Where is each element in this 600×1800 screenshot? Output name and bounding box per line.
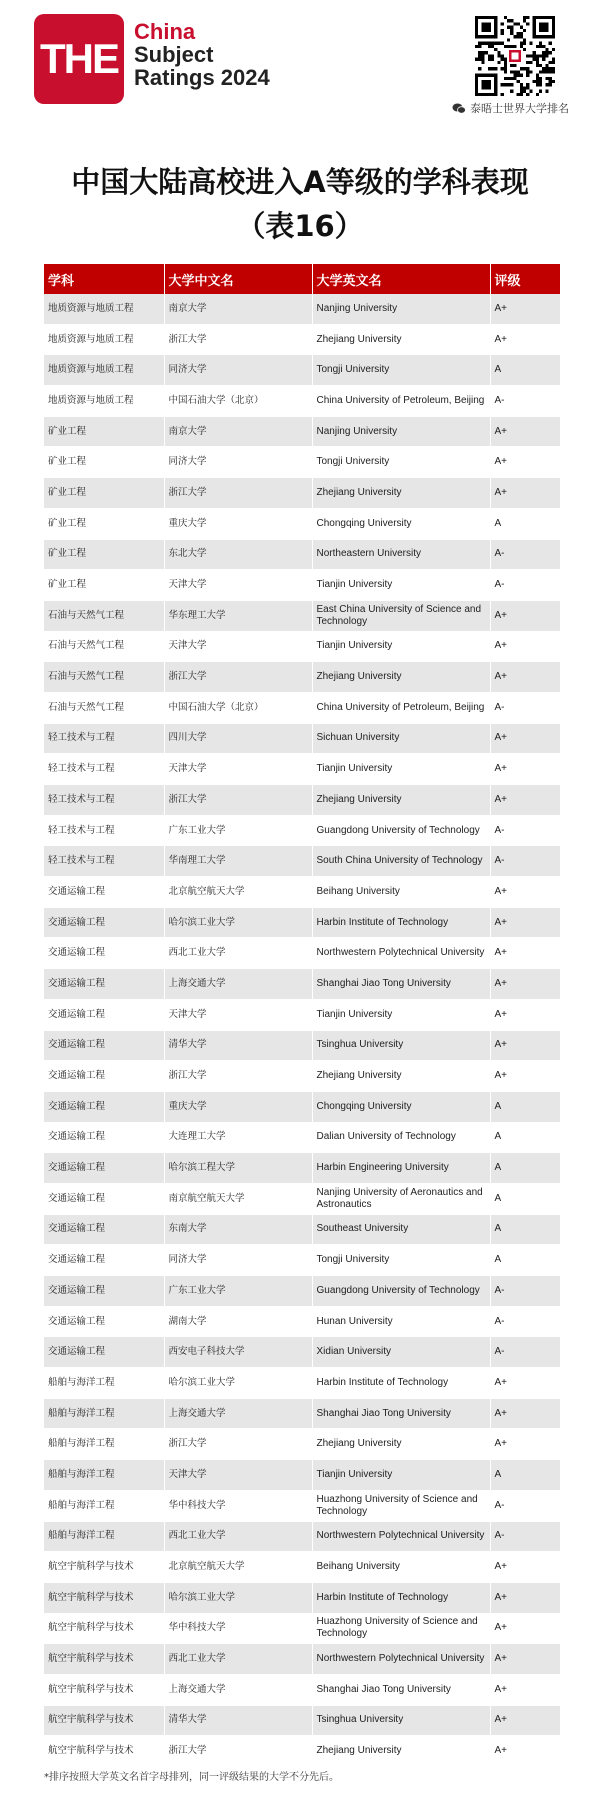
cell-rating: A+ bbox=[490, 877, 560, 908]
cell-university-en: Huazhong University of Science and Technology bbox=[312, 1490, 490, 1521]
table-row bbox=[44, 570, 560, 601]
cell-subject: 轻工技术与工程 bbox=[44, 754, 164, 785]
cell-university-cn: 华中科技大学 bbox=[164, 1490, 312, 1521]
table-row bbox=[44, 785, 560, 816]
cell-university-cn: 重庆大学 bbox=[164, 508, 312, 539]
cell-subject: 交通运输工程 bbox=[44, 877, 164, 908]
cell-rating: A- bbox=[490, 692, 560, 723]
table-row bbox=[44, 447, 560, 478]
cell-university-en: Tianjin University bbox=[312, 631, 490, 662]
cell-university-en: China University of Petroleum, Beijing bbox=[312, 692, 490, 723]
cell-university-cn: 四川大学 bbox=[164, 723, 312, 754]
cell-university-cn: 清华大学 bbox=[164, 1030, 312, 1061]
table-row bbox=[44, 1214, 560, 1245]
cell-university-en: Shanghai Jiao Tong University bbox=[312, 1398, 490, 1429]
cell-university-cn: 华南理工大学 bbox=[164, 846, 312, 877]
column-header-cn-name: 大学中文名 bbox=[164, 264, 312, 294]
cell-rating: A- bbox=[490, 1490, 560, 1521]
cell-university-cn: 同济大学 bbox=[164, 355, 312, 386]
cell-rating: A bbox=[490, 1460, 560, 1491]
cell-subject: 矿业工程 bbox=[44, 478, 164, 509]
cell-university-cn: 天津大学 bbox=[164, 570, 312, 601]
brand-line-1: China bbox=[134, 19, 196, 44]
column-header-subject: 学科 bbox=[44, 264, 164, 294]
cell-subject: 石油与天然气工程 bbox=[44, 631, 164, 662]
cell-university-en: Tianjin University bbox=[312, 1460, 490, 1491]
cell-rating: A+ bbox=[490, 1705, 560, 1736]
cell-university-en: Tsinghua University bbox=[312, 1030, 490, 1061]
cell-rating: A+ bbox=[490, 416, 560, 447]
cell-university-en: Tongji University bbox=[312, 1245, 490, 1276]
cell-university-cn: 浙江大学 bbox=[164, 324, 312, 355]
table-row bbox=[44, 1674, 560, 1705]
cell-rating: A+ bbox=[490, 1398, 560, 1429]
cell-university-en: Guangdong University of Technology bbox=[312, 1276, 490, 1307]
table-row bbox=[44, 1490, 560, 1521]
cell-university-cn: 浙江大学 bbox=[164, 1429, 312, 1460]
cell-rating: A+ bbox=[490, 1674, 560, 1705]
cell-university-en: Southeast University bbox=[312, 1214, 490, 1245]
cell-university-cn: 华东理工大学 bbox=[164, 600, 312, 631]
cell-rating: A+ bbox=[490, 754, 560, 785]
cell-rating: A+ bbox=[490, 1552, 560, 1583]
cell-subject: 石油与天然气工程 bbox=[44, 662, 164, 693]
cell-university-cn: 天津大学 bbox=[164, 1460, 312, 1491]
cell-university-cn: 西安电子科技大学 bbox=[164, 1337, 312, 1368]
table-body bbox=[44, 294, 560, 1767]
cell-university-cn: 上海交通大学 bbox=[164, 1674, 312, 1705]
cell-university-en: Sichuan University bbox=[312, 723, 490, 754]
cell-rating: A- bbox=[490, 539, 560, 570]
cell-subject: 地质资源与地质工程 bbox=[44, 294, 164, 324]
cell-rating: A+ bbox=[490, 1429, 560, 1460]
cell-university-en: Xidian University bbox=[312, 1337, 490, 1368]
cell-university-en: Zhejiang University bbox=[312, 785, 490, 816]
cell-subject: 石油与天然气工程 bbox=[44, 692, 164, 723]
cell-university-cn: 湖南大学 bbox=[164, 1306, 312, 1337]
table-row bbox=[44, 324, 560, 355]
cell-university-en: East China University of Science and Technology bbox=[312, 600, 490, 631]
cell-subject: 船舶与海洋工程 bbox=[44, 1460, 164, 1491]
title-line-2: （表16） bbox=[236, 209, 364, 243]
cell-university-cn: 重庆大学 bbox=[164, 1091, 312, 1122]
table-row bbox=[44, 1613, 560, 1644]
cell-university-en: Tianjin University bbox=[312, 999, 490, 1030]
cell-university-en: Zhejiang University bbox=[312, 1736, 490, 1767]
cell-university-en: Nanjing University bbox=[312, 416, 490, 447]
table-row bbox=[44, 355, 560, 386]
logo-text: THE bbox=[40, 35, 118, 82]
cell-rating: A bbox=[490, 1245, 560, 1276]
brand-line-3: Ratings 2024 bbox=[134, 65, 270, 90]
cell-rating: A- bbox=[490, 846, 560, 877]
ratings-table-wrapper bbox=[44, 264, 560, 1767]
table-row bbox=[44, 1460, 560, 1491]
cell-subject: 交通运输工程 bbox=[44, 1306, 164, 1337]
cell-university-en: Harbin Institute of Technology bbox=[312, 907, 490, 938]
cell-subject: 航空宇航科学与技术 bbox=[44, 1736, 164, 1767]
the-logo bbox=[34, 14, 124, 104]
cell-subject: 交通运输工程 bbox=[44, 1153, 164, 1184]
cell-university-en: Chongqing University bbox=[312, 508, 490, 539]
table-row bbox=[44, 1337, 560, 1368]
cell-subject: 交通运输工程 bbox=[44, 1030, 164, 1061]
cell-subject: 船舶与海洋工程 bbox=[44, 1490, 164, 1521]
cell-university-cn: 天津大学 bbox=[164, 631, 312, 662]
cell-university-cn: 上海交通大学 bbox=[164, 1398, 312, 1429]
cell-university-cn: 中国石油大学（北京） bbox=[164, 692, 312, 723]
column-header-en-name: 大学英文名 bbox=[312, 264, 490, 294]
table-row bbox=[44, 1030, 560, 1061]
cell-subject: 船舶与海洋工程 bbox=[44, 1521, 164, 1552]
table-row bbox=[44, 877, 560, 908]
cell-university-cn: 浙江大学 bbox=[164, 1061, 312, 1092]
brand-line-2: Subject bbox=[134, 42, 214, 67]
table-row bbox=[44, 907, 560, 938]
table-row bbox=[44, 478, 560, 509]
cell-rating: A+ bbox=[490, 969, 560, 1000]
table-row bbox=[44, 662, 560, 693]
cell-university-en: Tsinghua University bbox=[312, 1705, 490, 1736]
cell-university-en: Huazhong University of Science and Technology bbox=[312, 1613, 490, 1644]
cell-university-en: Shanghai Jiao Tong University bbox=[312, 1674, 490, 1705]
cell-rating: A+ bbox=[490, 478, 560, 509]
cell-subject: 航空宇航科学与技术 bbox=[44, 1644, 164, 1675]
cell-rating: A+ bbox=[490, 447, 560, 478]
cell-university-en: Harbin Institute of Technology bbox=[312, 1368, 490, 1399]
cell-university-cn: 北京航空航天大学 bbox=[164, 1552, 312, 1583]
table-row bbox=[44, 692, 560, 723]
cell-university-en: China University of Petroleum, Beijing bbox=[312, 386, 490, 417]
cell-university-en: Beihang University bbox=[312, 877, 490, 908]
cell-university-en: Northwestern Polytechnical University bbox=[312, 1644, 490, 1675]
cell-university-cn: 哈尔滨工业大学 bbox=[164, 907, 312, 938]
cell-university-en: Nanjing University of Aeronautics and Astronautics bbox=[312, 1183, 490, 1214]
cell-university-en: Zhejiang University bbox=[312, 478, 490, 509]
cell-rating: A bbox=[490, 1153, 560, 1184]
cell-university-en: Tianjin University bbox=[312, 570, 490, 601]
cell-university-en: Guangdong University of Technology bbox=[312, 815, 490, 846]
cell-university-cn: 广东工业大学 bbox=[164, 1276, 312, 1307]
table-row bbox=[44, 1091, 560, 1122]
cell-university-cn: 大连理工大学 bbox=[164, 1122, 312, 1153]
cell-university-en: Tianjin University bbox=[312, 754, 490, 785]
cell-university-en: Zhejiang University bbox=[312, 1429, 490, 1460]
table-row bbox=[44, 1122, 560, 1153]
qr-code-icon bbox=[475, 16, 555, 96]
cell-university-cn: 东南大学 bbox=[164, 1214, 312, 1245]
cell-subject: 交通运输工程 bbox=[44, 999, 164, 1030]
cell-subject: 交通运输工程 bbox=[44, 938, 164, 969]
wechat-label: 泰晤士世界大学排名 bbox=[470, 102, 569, 115]
cell-subject: 矿业工程 bbox=[44, 416, 164, 447]
table-row bbox=[44, 416, 560, 447]
cell-subject: 交通运输工程 bbox=[44, 1245, 164, 1276]
cell-rating: A- bbox=[490, 570, 560, 601]
brand-title bbox=[134, 20, 270, 89]
cell-university-en: Hunan University bbox=[312, 1306, 490, 1337]
table-header-row bbox=[44, 264, 560, 294]
table-row bbox=[44, 539, 560, 570]
ratings-table bbox=[44, 264, 561, 1767]
cell-rating: A bbox=[490, 355, 560, 386]
cell-subject: 船舶与海洋工程 bbox=[44, 1368, 164, 1399]
cell-subject: 石油与天然气工程 bbox=[44, 600, 164, 631]
cell-rating: A+ bbox=[490, 324, 560, 355]
cell-subject: 交通运输工程 bbox=[44, 1122, 164, 1153]
cell-university-cn: 同济大学 bbox=[164, 1245, 312, 1276]
cell-subject: 交通运输工程 bbox=[44, 1183, 164, 1214]
table-row bbox=[44, 1736, 560, 1767]
cell-rating: A- bbox=[490, 815, 560, 846]
header bbox=[0, 0, 600, 120]
cell-rating: A+ bbox=[490, 1736, 560, 1767]
cell-subject: 轻工技术与工程 bbox=[44, 723, 164, 754]
cell-subject: 矿业工程 bbox=[44, 539, 164, 570]
cell-subject: 地质资源与地质工程 bbox=[44, 355, 164, 386]
cell-rating: A bbox=[490, 1091, 560, 1122]
table-row bbox=[44, 815, 560, 846]
cell-university-cn: 南京航空航天大学 bbox=[164, 1183, 312, 1214]
cell-university-en: Dalian University of Technology bbox=[312, 1122, 490, 1153]
cell-university-cn: 上海交通大学 bbox=[164, 969, 312, 1000]
wechat-icon bbox=[452, 103, 466, 114]
wechat-account bbox=[452, 100, 569, 116]
table-row bbox=[44, 1061, 560, 1092]
cell-university-cn: 浙江大学 bbox=[164, 478, 312, 509]
cell-rating: A- bbox=[490, 1337, 560, 1368]
cell-university-cn: 南京大学 bbox=[164, 294, 312, 324]
cell-subject: 交通运输工程 bbox=[44, 1091, 164, 1122]
title-line-1: 中国大陆高校进入A等级的学科表现 bbox=[71, 165, 529, 199]
cell-rating: A- bbox=[490, 1521, 560, 1552]
cell-subject: 交通运输工程 bbox=[44, 907, 164, 938]
table-row bbox=[44, 294, 560, 324]
table-row bbox=[44, 1183, 560, 1214]
cell-rating: A+ bbox=[490, 785, 560, 816]
cell-subject: 航空宇航科学与技术 bbox=[44, 1582, 164, 1613]
cell-rating: A bbox=[490, 1122, 560, 1153]
cell-university-en: Northeastern University bbox=[312, 539, 490, 570]
cell-rating: A bbox=[490, 1183, 560, 1214]
table-row bbox=[44, 1521, 560, 1552]
table-row bbox=[44, 1398, 560, 1429]
cell-university-cn: 清华大学 bbox=[164, 1705, 312, 1736]
cell-university-cn: 哈尔滨工程大学 bbox=[164, 1153, 312, 1184]
cell-university-cn: 东北大学 bbox=[164, 539, 312, 570]
cell-rating: A+ bbox=[490, 999, 560, 1030]
cell-university-en: Zhejiang University bbox=[312, 324, 490, 355]
table-row bbox=[44, 1245, 560, 1276]
cell-rating: A+ bbox=[490, 1030, 560, 1061]
table-row bbox=[44, 938, 560, 969]
cell-rating: A+ bbox=[490, 907, 560, 938]
table-row bbox=[44, 1153, 560, 1184]
cell-subject: 地质资源与地质工程 bbox=[44, 324, 164, 355]
cell-university-cn: 南京大学 bbox=[164, 416, 312, 447]
cell-rating: A+ bbox=[490, 1644, 560, 1675]
table-row bbox=[44, 1368, 560, 1399]
cell-subject: 矿业工程 bbox=[44, 508, 164, 539]
table-row bbox=[44, 1644, 560, 1675]
cell-university-cn: 浙江大学 bbox=[164, 785, 312, 816]
cell-subject: 船舶与海洋工程 bbox=[44, 1429, 164, 1460]
table-row bbox=[44, 754, 560, 785]
table-row bbox=[44, 1552, 560, 1583]
cell-university-en: Northwestern Polytechnical University bbox=[312, 1521, 490, 1552]
cell-rating: A+ bbox=[490, 294, 560, 324]
cell-subject: 交通运输工程 bbox=[44, 1276, 164, 1307]
cell-university-cn: 西北工业大学 bbox=[164, 1644, 312, 1675]
cell-university-en: Shanghai Jiao Tong University bbox=[312, 969, 490, 1000]
table-row bbox=[44, 969, 560, 1000]
cell-university-cn: 北京航空航天大学 bbox=[164, 877, 312, 908]
cell-rating: A+ bbox=[490, 1582, 560, 1613]
cell-university-en: Zhejiang University bbox=[312, 662, 490, 693]
cell-subject: 船舶与海洋工程 bbox=[44, 1398, 164, 1429]
cell-subject: 地质资源与地质工程 bbox=[44, 386, 164, 417]
cell-rating: A+ bbox=[490, 631, 560, 662]
cell-university-en: Chongqing University bbox=[312, 1091, 490, 1122]
cell-subject: 航空宇航科学与技术 bbox=[44, 1552, 164, 1583]
cell-subject: 交通运输工程 bbox=[44, 1061, 164, 1092]
cell-university-cn: 浙江大学 bbox=[164, 1736, 312, 1767]
cell-university-en: Harbin Institute of Technology bbox=[312, 1582, 490, 1613]
cell-university-en: Tongji University bbox=[312, 355, 490, 386]
table-row bbox=[44, 1705, 560, 1736]
cell-university-en: Nanjing University bbox=[312, 294, 490, 324]
table-row bbox=[44, 1306, 560, 1337]
cell-university-cn: 西北工业大学 bbox=[164, 1521, 312, 1552]
cell-rating: A+ bbox=[490, 1368, 560, 1399]
cell-university-cn: 华中科技大学 bbox=[164, 1613, 312, 1644]
cell-university-cn: 浙江大学 bbox=[164, 662, 312, 693]
cell-rating: A- bbox=[490, 1306, 560, 1337]
cell-university-en: Beihang University bbox=[312, 1552, 490, 1583]
cell-subject: 交通运输工程 bbox=[44, 969, 164, 1000]
cell-university-en: Northwestern Polytechnical University bbox=[312, 938, 490, 969]
footnote: *排序按照大学英文名首字母排列，同一评级结果的大学不分先后。 bbox=[44, 1772, 339, 1783]
cell-university-cn: 天津大学 bbox=[164, 754, 312, 785]
column-header-rating: 评级 bbox=[490, 264, 560, 294]
table-row bbox=[44, 508, 560, 539]
cell-subject: 航空宇航科学与技术 bbox=[44, 1674, 164, 1705]
table-row bbox=[44, 631, 560, 662]
page-title bbox=[0, 160, 600, 248]
cell-university-en: Harbin Engineering University bbox=[312, 1153, 490, 1184]
table-row bbox=[44, 846, 560, 877]
cell-university-en: Zhejiang University bbox=[312, 1061, 490, 1092]
cell-rating: A+ bbox=[490, 600, 560, 631]
cell-subject: 轻工技术与工程 bbox=[44, 846, 164, 877]
table-row bbox=[44, 600, 560, 631]
cell-university-cn: 天津大学 bbox=[164, 999, 312, 1030]
table-row bbox=[44, 386, 560, 417]
cell-subject: 矿业工程 bbox=[44, 447, 164, 478]
cell-university-cn: 同济大学 bbox=[164, 447, 312, 478]
cell-subject: 轻工技术与工程 bbox=[44, 815, 164, 846]
cell-rating: A- bbox=[490, 386, 560, 417]
cell-university-cn: 哈尔滨工业大学 bbox=[164, 1368, 312, 1399]
cell-subject: 航空宇航科学与技术 bbox=[44, 1705, 164, 1736]
table-row bbox=[44, 999, 560, 1030]
cell-subject: 交通运输工程 bbox=[44, 1337, 164, 1368]
cell-rating: A+ bbox=[490, 1061, 560, 1092]
cell-subject: 轻工技术与工程 bbox=[44, 785, 164, 816]
cell-rating: A- bbox=[490, 1276, 560, 1307]
cell-subject: 航空宇航科学与技术 bbox=[44, 1613, 164, 1644]
cell-subject: 矿业工程 bbox=[44, 570, 164, 601]
cell-university-cn: 广东工业大学 bbox=[164, 815, 312, 846]
cell-university-cn: 西北工业大学 bbox=[164, 938, 312, 969]
cell-subject: 交通运输工程 bbox=[44, 1214, 164, 1245]
cell-university-cn: 中国石油大学（北京） bbox=[164, 386, 312, 417]
table-row bbox=[44, 1582, 560, 1613]
cell-rating: A+ bbox=[490, 1613, 560, 1644]
cell-university-en: South China University of Technology bbox=[312, 846, 490, 877]
cell-rating: A+ bbox=[490, 662, 560, 693]
cell-rating: A bbox=[490, 1214, 560, 1245]
cell-rating: A+ bbox=[490, 723, 560, 754]
table-row bbox=[44, 723, 560, 754]
cell-university-cn: 哈尔滨工业大学 bbox=[164, 1582, 312, 1613]
table-row bbox=[44, 1276, 560, 1307]
table-row bbox=[44, 1429, 560, 1460]
cell-university-en: Tongji University bbox=[312, 447, 490, 478]
cell-rating: A bbox=[490, 508, 560, 539]
cell-rating: A+ bbox=[490, 938, 560, 969]
